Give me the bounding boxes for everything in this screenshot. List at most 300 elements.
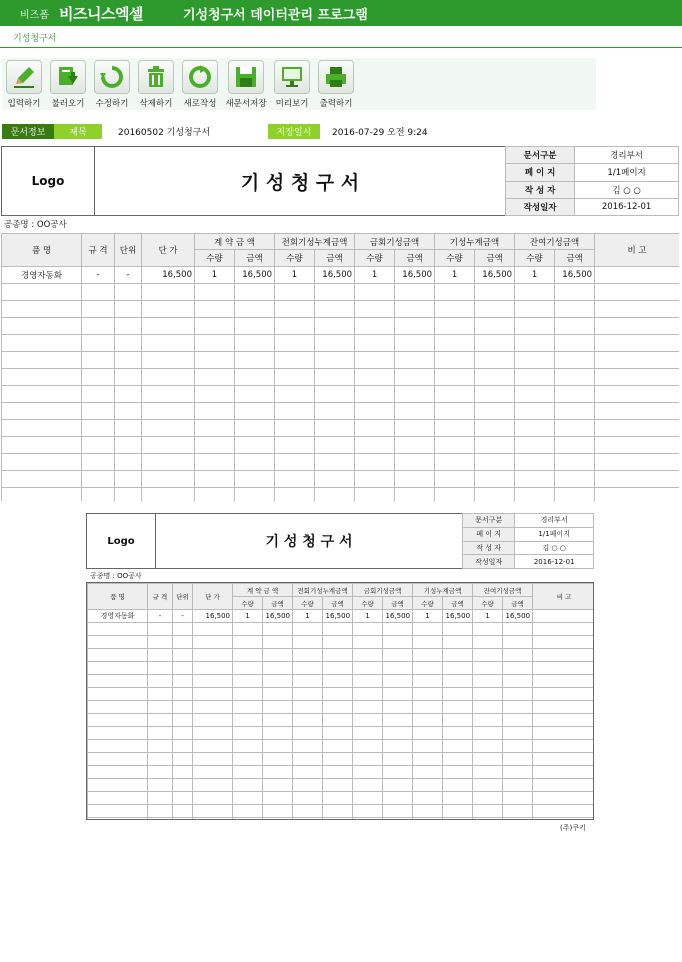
empty-cell[interactable] [195, 471, 235, 488]
empty-cell[interactable] [2, 318, 82, 335]
logo: Logo [1, 146, 95, 216]
empty-cell[interactable] [435, 284, 475, 301]
load-button[interactable] [46, 60, 90, 109]
empty-cell[interactable] [475, 301, 515, 318]
empty-cell[interactable] [115, 301, 142, 318]
empty-cell[interactable] [595, 437, 679, 454]
doc-meta [505, 146, 679, 216]
empty-cell[interactable] [115, 471, 142, 488]
empty-row[interactable] [2, 301, 680, 318]
empty-cell[interactable] [315, 454, 355, 471]
empty-cell[interactable] [355, 369, 395, 386]
empty-cell[interactable] [235, 386, 275, 403]
empty-cell[interactable] [142, 352, 195, 369]
empty-cell [533, 662, 594, 675]
empty-cell[interactable] [195, 403, 235, 420]
empty-cell[interactable] [475, 318, 515, 335]
empty-cell[interactable] [275, 488, 315, 502]
empty-cell[interactable] [142, 454, 195, 471]
empty-cell[interactable] [142, 437, 195, 454]
empty-cell[interactable] [235, 471, 275, 488]
empty-cell[interactable] [435, 335, 475, 352]
empty-cell [353, 636, 383, 649]
empty-cell[interactable] [82, 420, 115, 437]
saved-value: 2016-07-29 오전 9:24 [332, 128, 428, 138]
empty-cell[interactable] [475, 386, 515, 403]
empty-cell[interactable] [195, 369, 235, 386]
print-label: 출력하기 [319, 99, 353, 109]
empty-cell[interactable] [195, 488, 235, 502]
empty-cell[interactable] [235, 403, 275, 420]
empty-cell[interactable] [595, 488, 679, 502]
meta-value: 2016-12-01 [575, 198, 679, 215]
title-value[interactable]: 20160502 기성청구서 [118, 128, 211, 138]
empty-cell [473, 675, 503, 688]
empty-cell[interactable] [395, 301, 435, 318]
empty-cell[interactable] [235, 352, 275, 369]
empty-cell [443, 675, 473, 688]
empty-cell[interactable] [235, 437, 275, 454]
empty-cell[interactable] [395, 284, 435, 301]
empty-cell[interactable] [235, 335, 275, 352]
empty-cell[interactable] [235, 301, 275, 318]
empty-cell[interactable] [275, 471, 315, 488]
edit-button[interactable] [90, 60, 134, 109]
cell-qty[interactable]: 1 [355, 267, 395, 284]
empty-cell[interactable] [355, 454, 395, 471]
empty-cell[interactable] [515, 386, 555, 403]
empty-cell[interactable] [115, 318, 142, 335]
empty-cell[interactable] [355, 284, 395, 301]
empty-cell[interactable] [82, 488, 115, 502]
preview-logo: Logo [86, 513, 156, 569]
empty-cell[interactable] [115, 488, 142, 502]
empty-cell[interactable] [475, 352, 515, 369]
empty-cell[interactable] [2, 403, 82, 420]
cell-amt[interactable]: 16,500 [395, 267, 435, 284]
new-button[interactable] [178, 60, 222, 109]
empty-cell[interactable] [355, 437, 395, 454]
empty-cell[interactable] [235, 488, 275, 502]
empty-cell[interactable] [515, 403, 555, 420]
empty-cell [533, 623, 594, 636]
empty-cell[interactable] [435, 386, 475, 403]
empty-cell[interactable] [315, 420, 355, 437]
empty-cell[interactable] [435, 420, 475, 437]
empty-cell[interactable] [555, 284, 595, 301]
empty-cell[interactable] [195, 352, 235, 369]
empty-cell [473, 649, 503, 662]
empty-cell [263, 727, 293, 740]
empty-cell[interactable] [82, 318, 115, 335]
empty-cell[interactable] [2, 369, 82, 386]
empty-cell[interactable] [595, 403, 679, 420]
empty-cell[interactable] [275, 318, 315, 335]
empty-cell[interactable] [595, 335, 679, 352]
empty-cell [533, 740, 594, 753]
empty-cell[interactable] [315, 386, 355, 403]
empty-row[interactable] [2, 318, 680, 335]
empty-cell [88, 753, 148, 766]
empty-cell[interactable] [435, 403, 475, 420]
empty-cell[interactable] [235, 420, 275, 437]
empty-cell[interactable] [555, 369, 595, 386]
empty-cell[interactable] [82, 403, 115, 420]
edit-label: 수정하기 [95, 99, 129, 109]
empty-cell [383, 818, 413, 821]
empty-cell[interactable] [595, 471, 679, 488]
empty-row[interactable] [2, 471, 680, 488]
empty-cell [383, 623, 413, 636]
brand-logo[interactable]: 비즈니스엑셀 [58, 4, 143, 23]
cell-spec[interactable]: - [82, 267, 115, 284]
empty-cell[interactable] [395, 369, 435, 386]
empty-cell[interactable] [435, 318, 475, 335]
col-prev: 전회기성누계금액 [293, 584, 353, 597]
empty-cell[interactable] [115, 420, 142, 437]
empty-cell[interactable] [435, 471, 475, 488]
empty-cell[interactable] [142, 488, 195, 502]
empty-cell[interactable] [82, 437, 115, 454]
empty-cell[interactable] [235, 318, 275, 335]
empty-cell[interactable] [315, 318, 355, 335]
empty-cell[interactable] [195, 386, 235, 403]
empty-cell[interactable] [2, 335, 82, 352]
empty-cell[interactable] [475, 403, 515, 420]
empty-cell[interactable] [195, 301, 235, 318]
empty-cell[interactable] [315, 403, 355, 420]
empty-cell[interactable] [395, 420, 435, 437]
empty-cell[interactable] [595, 454, 679, 471]
empty-cell [353, 623, 383, 636]
empty-cell[interactable] [595, 284, 679, 301]
empty-cell[interactable] [395, 403, 435, 420]
empty-cell [473, 753, 503, 766]
empty-cell[interactable] [555, 301, 595, 318]
empty-cell[interactable] [595, 369, 679, 386]
empty-cell[interactable] [195, 420, 235, 437]
empty-cell[interactable] [82, 284, 115, 301]
empty-cell[interactable] [82, 352, 115, 369]
cell-spec: - [148, 610, 173, 623]
empty-cell[interactable] [355, 488, 395, 502]
cell-qty[interactable]: 1 [195, 267, 235, 284]
empty-cell[interactable] [235, 454, 275, 471]
preview-button[interactable] [270, 60, 314, 109]
col-cum: 기성누계금액 [435, 234, 515, 250]
empty-cell[interactable] [475, 488, 515, 502]
empty-cell[interactable] [82, 369, 115, 386]
empty-cell[interactable] [475, 369, 515, 386]
empty-cell[interactable] [82, 335, 115, 352]
cell-qty[interactable]: 1 [515, 267, 555, 284]
empty-cell[interactable] [275, 420, 315, 437]
cell-amt[interactable]: 16,500 [315, 267, 355, 284]
empty-cell[interactable] [355, 335, 395, 352]
empty-row[interactable] [2, 386, 680, 403]
empty-row[interactable] [2, 420, 680, 437]
col-price: 단 가 [142, 234, 195, 267]
cell-amt[interactable]: 16,500 [475, 267, 515, 284]
empty-cell[interactable] [515, 488, 555, 502]
empty-cell[interactable] [555, 420, 595, 437]
empty-cell[interactable] [142, 301, 195, 318]
empty-cell[interactable] [355, 420, 395, 437]
empty-cell[interactable] [2, 437, 82, 454]
empty-row[interactable] [2, 488, 680, 502]
empty-cell [443, 714, 473, 727]
empty-row[interactable] [2, 284, 680, 301]
empty-cell[interactable] [475, 437, 515, 454]
empty-cell[interactable] [355, 352, 395, 369]
empty-cell[interactable] [595, 386, 679, 403]
empty-cell[interactable] [515, 318, 555, 335]
empty-cell[interactable] [2, 284, 82, 301]
empty-cell[interactable] [355, 386, 395, 403]
empty-cell[interactable] [2, 454, 82, 471]
col-price: 단 가 [193, 584, 233, 610]
empty-cell[interactable] [475, 471, 515, 488]
empty-cell[interactable] [515, 301, 555, 318]
empty-cell[interactable] [395, 437, 435, 454]
empty-cell[interactable] [395, 335, 435, 352]
empty-cell[interactable] [235, 369, 275, 386]
empty-cell[interactable] [82, 454, 115, 471]
print-button[interactable] [314, 60, 358, 109]
empty-cell[interactable] [395, 471, 435, 488]
empty-cell[interactable] [142, 403, 195, 420]
cell-unit[interactable]: - [115, 267, 142, 284]
empty-cell[interactable] [275, 437, 315, 454]
empty-cell[interactable] [195, 335, 235, 352]
empty-cell[interactable] [515, 437, 555, 454]
empty-cell[interactable] [275, 301, 315, 318]
col-contract: 계 약 금 액 [195, 234, 275, 250]
empty-cell[interactable] [195, 284, 235, 301]
empty-cell[interactable] [2, 420, 82, 437]
empty-cell [293, 792, 323, 805]
table-row[interactable] [2, 267, 680, 284]
empty-cell[interactable] [555, 488, 595, 502]
empty-cell [443, 649, 473, 662]
cell-item[interactable]: 경영자동화 [2, 267, 82, 284]
empty-cell[interactable] [315, 369, 355, 386]
empty-cell[interactable] [475, 335, 515, 352]
empty-cell[interactable] [595, 352, 679, 369]
empty-cell[interactable] [515, 454, 555, 471]
empty-cell[interactable] [555, 335, 595, 352]
cell-amt[interactable]: 16,500 [235, 267, 275, 284]
empty-cell [233, 714, 263, 727]
meta-label: 작 성 자 [463, 541, 515, 555]
empty-cell[interactable] [355, 318, 395, 335]
empty-cell[interactable] [2, 301, 82, 318]
empty-cell[interactable] [275, 454, 315, 471]
empty-cell[interactable] [82, 301, 115, 318]
preview-line-items-table [86, 582, 594, 820]
empty-cell[interactable] [235, 284, 275, 301]
empty-cell[interactable] [315, 284, 355, 301]
empty-cell[interactable] [115, 386, 142, 403]
empty-cell[interactable] [315, 301, 355, 318]
empty-cell[interactable] [555, 318, 595, 335]
empty-cell[interactable] [142, 471, 195, 488]
empty-cell[interactable] [275, 369, 315, 386]
empty-cell [293, 623, 323, 636]
empty-cell[interactable] [142, 335, 195, 352]
empty-cell [233, 701, 263, 714]
empty-cell[interactable] [475, 420, 515, 437]
empty-cell[interactable] [435, 488, 475, 502]
delete-label: 삭제하기 [139, 99, 173, 109]
empty-cell[interactable] [315, 335, 355, 352]
empty-cell[interactable] [515, 420, 555, 437]
empty-cell [413, 688, 443, 701]
empty-cell[interactable] [115, 437, 142, 454]
empty-cell[interactable] [555, 437, 595, 454]
empty-cell[interactable] [515, 352, 555, 369]
empty-cell[interactable] [115, 369, 142, 386]
refresh-icon [94, 60, 130, 94]
empty-row[interactable] [2, 454, 680, 471]
meta-value: 1/1페이지 [515, 527, 594, 541]
empty-cell [413, 649, 443, 662]
empty-cell[interactable] [595, 318, 679, 335]
empty-cell[interactable] [435, 352, 475, 369]
empty-cell[interactable] [115, 335, 142, 352]
empty-cell[interactable] [2, 471, 82, 488]
cell-qty[interactable]: 1 [275, 267, 315, 284]
empty-cell[interactable] [355, 403, 395, 420]
empty-row[interactable] [2, 403, 680, 420]
empty-cell[interactable] [355, 471, 395, 488]
empty-cell [473, 818, 503, 821]
empty-cell[interactable] [555, 471, 595, 488]
empty-cell[interactable] [435, 454, 475, 471]
empty-cell[interactable] [475, 284, 515, 301]
empty-cell[interactable] [275, 284, 315, 301]
empty-cell [443, 727, 473, 740]
empty-cell[interactable] [395, 318, 435, 335]
empty-cell[interactable] [2, 488, 82, 502]
input-button[interactable] [2, 60, 46, 109]
cell-note[interactable] [595, 267, 679, 284]
empty-cell[interactable] [515, 335, 555, 352]
empty-cell[interactable] [142, 420, 195, 437]
empty-cell[interactable] [115, 352, 142, 369]
empty-cell[interactable] [275, 352, 315, 369]
empty-cell[interactable] [515, 284, 555, 301]
empty-cell[interactable] [142, 318, 195, 335]
empty-cell[interactable] [115, 284, 142, 301]
empty-cell[interactable] [275, 403, 315, 420]
empty-cell[interactable] [355, 301, 395, 318]
empty-cell[interactable] [195, 454, 235, 471]
empty-cell[interactable] [555, 386, 595, 403]
empty-row [88, 805, 595, 818]
empty-cell [263, 649, 293, 662]
empty-cell [323, 779, 353, 792]
cell-price[interactable]: 16,500 [142, 267, 195, 284]
empty-cell [263, 636, 293, 649]
empty-cell[interactable] [275, 386, 315, 403]
empty-cell [233, 766, 263, 779]
empty-cell [323, 688, 353, 701]
empty-cell [503, 779, 533, 792]
col-amt: 금액 [503, 597, 533, 610]
empty-cell [263, 623, 293, 636]
empty-row[interactable] [2, 369, 680, 386]
empty-cell[interactable] [115, 403, 142, 420]
empty-cell[interactable] [555, 454, 595, 471]
save-new-button[interactable] [224, 60, 268, 109]
empty-cell [383, 701, 413, 714]
empty-cell[interactable] [435, 301, 475, 318]
empty-cell [383, 740, 413, 753]
pencil-icon [6, 60, 42, 94]
empty-cell[interactable] [142, 284, 195, 301]
empty-cell[interactable] [275, 335, 315, 352]
empty-cell[interactable] [395, 386, 435, 403]
nav-link-invoice[interactable]: 기성청구서 [13, 34, 57, 44]
empty-cell[interactable] [435, 369, 475, 386]
empty-cell[interactable] [315, 352, 355, 369]
empty-cell[interactable] [315, 488, 355, 502]
col-rem: 잔여기성금액 [473, 584, 533, 597]
empty-cell[interactable] [82, 386, 115, 403]
empty-cell[interactable] [395, 352, 435, 369]
empty-cell[interactable] [395, 454, 435, 471]
empty-row[interactable] [2, 352, 680, 369]
empty-cell[interactable] [195, 318, 235, 335]
empty-cell[interactable] [115, 454, 142, 471]
empty-cell[interactable] [515, 471, 555, 488]
cell-amt[interactable]: 16,500 [555, 267, 595, 284]
empty-cell [503, 675, 533, 688]
empty-cell[interactable] [595, 420, 679, 437]
empty-row[interactable] [2, 335, 680, 352]
empty-cell [413, 805, 443, 818]
empty-cell[interactable] [82, 471, 115, 488]
empty-cell [233, 818, 263, 821]
empty-cell[interactable] [315, 471, 355, 488]
empty-cell[interactable] [142, 369, 195, 386]
empty-cell[interactable] [315, 437, 355, 454]
empty-row[interactable] [2, 437, 680, 454]
empty-cell [293, 818, 323, 821]
empty-cell [263, 714, 293, 727]
empty-cell[interactable] [395, 488, 435, 502]
empty-cell[interactable] [555, 403, 595, 420]
empty-cell[interactable] [515, 369, 555, 386]
empty-cell[interactable] [435, 437, 475, 454]
empty-cell[interactable] [595, 301, 679, 318]
empty-cell [263, 675, 293, 688]
empty-cell[interactable] [475, 454, 515, 471]
delete-button[interactable] [134, 60, 178, 109]
cell-qty[interactable]: 1 [435, 267, 475, 284]
empty-cell[interactable] [195, 437, 235, 454]
empty-cell[interactable] [2, 386, 82, 403]
empty-cell [413, 714, 443, 727]
empty-cell[interactable] [2, 352, 82, 369]
empty-cell [503, 714, 533, 727]
empty-cell[interactable] [142, 386, 195, 403]
empty-cell [233, 649, 263, 662]
empty-cell[interactable] [555, 352, 595, 369]
empty-cell [383, 805, 413, 818]
monitor-icon [274, 60, 310, 94]
